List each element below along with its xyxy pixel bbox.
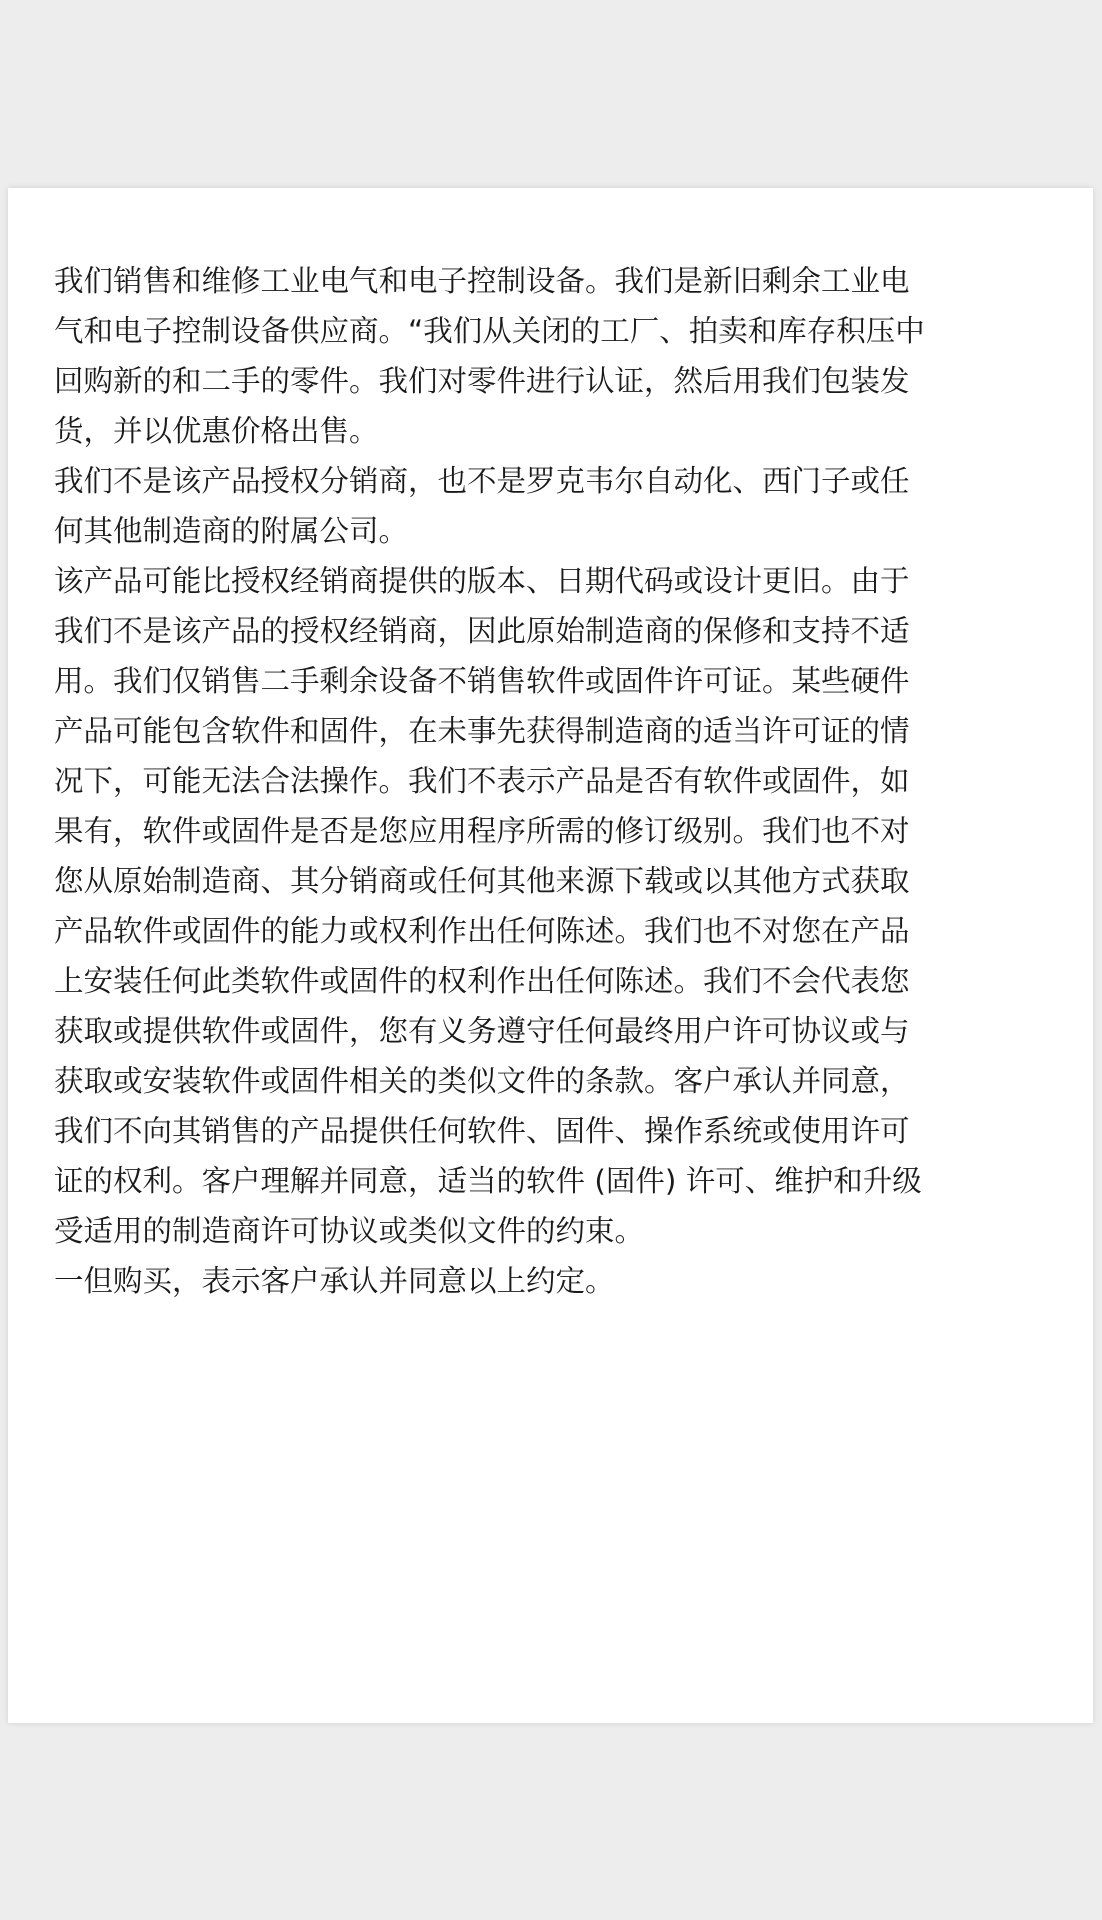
text-line: 回购新的和二手的零件。我们对零件进行认证，然后用我们包装发 bbox=[54, 364, 910, 398]
text-line: 获取或提供软件或固件，您有义务遵守任何最终用户许可协议或与 bbox=[54, 1014, 910, 1048]
text-line: 证的权利。客户理解并同意，适当的软件 (固件) 许可、维护和升级 bbox=[54, 1164, 922, 1198]
text-line: 获取或安装软件或固件相关的类似文件的条款。客户承认并同意， bbox=[54, 1064, 910, 1098]
text-line: 上安装任何此类软件或固件的权利作出任何陈述。我们不会代表您 bbox=[54, 964, 910, 998]
text-line: 货，并以优惠价格出售。 bbox=[54, 414, 379, 448]
text-line: 我们不是该产品授权分销商，也不是罗克韦尔自动化、西门子或任 bbox=[54, 464, 910, 498]
text-line: 何其他制造商的附属公司。 bbox=[54, 514, 409, 548]
text-line: 况下，可能无法合法操作。我们不表示产品是否有软件或固件，如 bbox=[54, 764, 910, 798]
text-line: 气和电子控制设备供应商。“我们从关闭的工厂、拍卖和库存积压中 bbox=[54, 314, 925, 348]
text-line: 果有，软件或固件是否是您应用程序所需的修订级别。我们也不对 bbox=[54, 814, 910, 848]
paragraph-purchase-agreement bbox=[54, 1256, 1054, 1306]
text-line: 我们销售和维修工业电气和电子控制设备。我们是新旧剩余工业电 bbox=[54, 264, 910, 298]
paragraph-business-intro bbox=[54, 256, 1054, 456]
text-line: 用。我们仅销售二手剩余设备不销售软件或固件许可证。某些硬件 bbox=[54, 664, 910, 698]
text-line: 该产品可能比授权经销商提供的版本、日期代码或设计更旧。由于 bbox=[54, 564, 910, 598]
text-line: 我们不向其销售的产品提供任何软件、固件、操作系统或使用许可 bbox=[54, 1114, 910, 1148]
paragraph-software-disclaimer bbox=[54, 556, 1054, 1256]
text-line: 我们不是该产品的授权经销商，因此原始制造商的保修和支持不适 bbox=[54, 614, 910, 648]
text-line: 产品可能包含软件和固件，在未事先获得制造商的适当许可证的情 bbox=[54, 714, 910, 748]
text-line: 受适用的制造商许可协议或类似文件的约束。 bbox=[54, 1214, 645, 1248]
document-body bbox=[54, 256, 1054, 1306]
text-line: 一但购买，表示客户承认并同意以上约定。 bbox=[54, 1264, 615, 1298]
paragraph-not-authorized bbox=[54, 456, 1054, 556]
document-sheet bbox=[8, 188, 1093, 1723]
text-line: 产品软件或固件的能力或权利作出任何陈述。我们也不对您在产品 bbox=[54, 914, 910, 948]
text-line: 您从原始制造商、其分销商或任何其他来源下载或以其他方式获取 bbox=[54, 864, 910, 898]
